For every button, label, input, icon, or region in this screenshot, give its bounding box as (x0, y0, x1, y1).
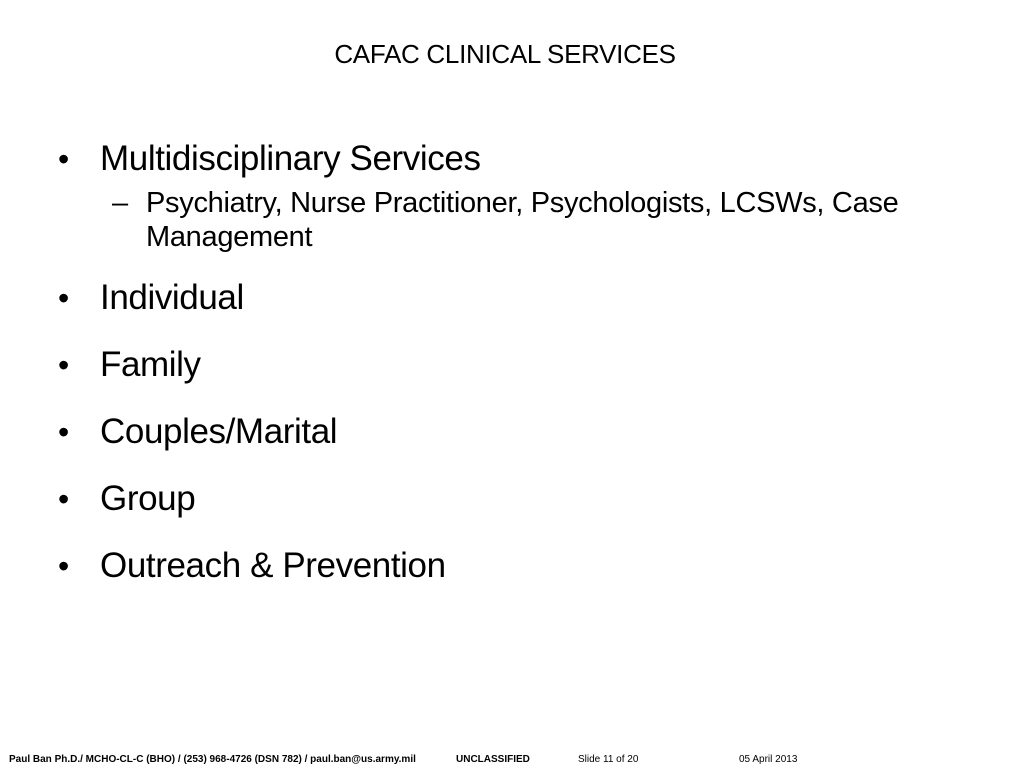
bullet-icon: • (58, 414, 69, 450)
bullet-icon: • (58, 280, 69, 316)
sub-bullet-item (104, 186, 946, 254)
bullet-item (58, 476, 988, 522)
footer-slide-number: Slide 11 of 20 (578, 754, 639, 765)
bullet-item (58, 342, 988, 388)
bullet-label: Outreach & Prevention (100, 546, 446, 585)
footer-author: Paul Ban Ph.D./ MCHO-CL-C (BHO) / (253) 968-4726 (DSN 782) / paul.ban@us.army.mil (9, 754, 416, 765)
bullet-icon: • (58, 347, 69, 383)
bullet-label: Individual (100, 278, 244, 317)
bullet-icon: • (58, 141, 69, 177)
dash-icon: – (112, 187, 128, 219)
bullet-item (58, 275, 988, 321)
footer-classification: UNCLASSIFIED (456, 754, 530, 765)
bullet-label: Couples/Marital (100, 412, 338, 451)
bullet-item (58, 136, 988, 254)
bullet-icon: • (58, 481, 69, 517)
sub-bullet-list (104, 186, 988, 254)
bullet-list (58, 136, 988, 589)
bullet-item (58, 409, 988, 455)
bullet-icon: • (58, 548, 69, 584)
footer-date: 05 April 2013 (739, 754, 798, 765)
bullet-label: Family (100, 345, 201, 384)
slide-title: CAFAC CLINICAL SERVICES (334, 39, 676, 69)
bullet-label: Multidisciplinary Services (100, 139, 481, 178)
bullet-item (58, 543, 988, 589)
slide-footer (0, 752, 1024, 768)
sub-bullet-label: Psychiatry, Nurse Practitioner, Psychologists, LCSWs, Case Management (146, 187, 899, 253)
bullet-label: Group (100, 479, 196, 518)
